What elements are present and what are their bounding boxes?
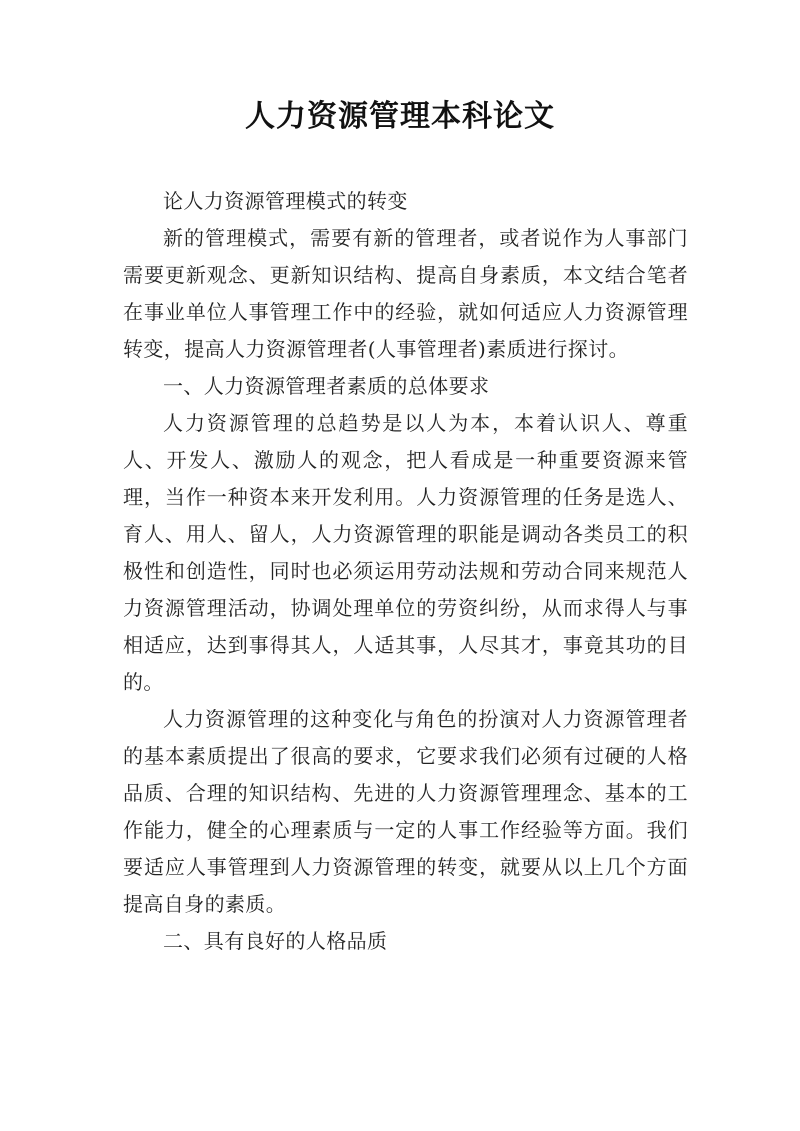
document-body	[123, 183, 688, 960]
section-heading-1: 一、人力资源管理者素质的总体要求	[163, 374, 490, 398]
document-title: 人力资源管理本科论文	[245, 99, 555, 134]
paragraph-subtitle: 论人力资源管理模式的转变	[163, 189, 408, 213]
paragraph-section-1-b: 人力资源管理的这种变化与角色的扮演对人力资源管理者的基本素质提出了很高的要求，它要求我们必须有过硬的人格品质、合理的知识结构、先进的人力资源管理理念、基本的工作能力，健全的心理素质与一定的人事工作经验等方面。我们要适应人事管理到人力资源管理的转变，就要从以上几个方面提高自身的素质。	[123, 707, 688, 916]
paragraph-intro: 新的管理模式，需要有新的管理者，或者说作为人事部门需要更新观念、更新知识结构、提高自身素质，本文结合笔者在事业单位人事管理工作中的经验，就如何适应人力资源管理转变，提高人力资源管理者(人事管理者)素质进行探讨。	[123, 226, 688, 361]
section-heading-2: 二、具有良好的人格品质	[163, 929, 388, 953]
paragraph-section-1-a: 人力资源管理的总趋势是以人为本，本着认识人、尊重人、开发人、激励人的观念，把人看成是一种重要资源来管理，当作一种资本来开发利用。人力资源管理的任务是选人、育人、用人、留人，人力资源管理的职能是调动各类员工的积极性和创造性，同时也必须运用劳动法规和劳动合同来规范人力资源管理活动，协调处理单位的劳资纠纷，从而求得人与事相适应，达到事得其人，人适其事，人尽其才，事竟其功的目的。	[123, 411, 688, 694]
